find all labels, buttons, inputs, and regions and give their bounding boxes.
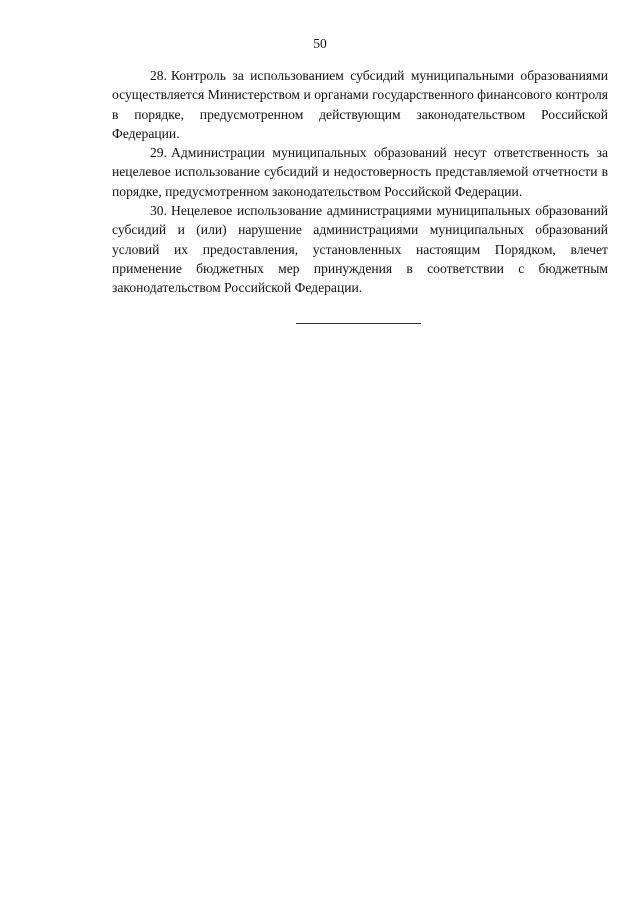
paragraph-29: [112, 143, 608, 201]
end-divider-line: [296, 323, 421, 324]
document-body: [112, 66, 608, 298]
paragraph-number: 29.: [150, 145, 167, 161]
paragraph-number: 28.: [150, 68, 167, 83]
paragraph-text: Контроль за использованием субсидий муниципальными образованиями осуществляется Министерством и органами государственного финансового контроля в порядке, предусмотренном действующим законодательством Российской Федерации.: [112, 68, 608, 141]
page-number: 50: [313, 36, 327, 51]
paragraph-text: Нецелевое использование администрациями муниципальных образований субсидий и (или) нарушение администрациями муниципальных образований условий их предоставления, установленных настоящим Порядком, влечет применение бюджетных мер принуждения в соответствии с бюджетным законодательством Российской Федерации.: [112, 203, 608, 296]
paragraph-text: Администрации муниципальных образований несут ответственность за нецелевое использование субсидий и недостоверность представляемой отчетности в порядке, предусмотренном законодательством Российской Федерации.: [112, 145, 608, 199]
paragraph-30: [112, 201, 608, 297]
paragraph-28: [112, 66, 608, 143]
paragraph-number: 30.: [150, 203, 167, 219]
